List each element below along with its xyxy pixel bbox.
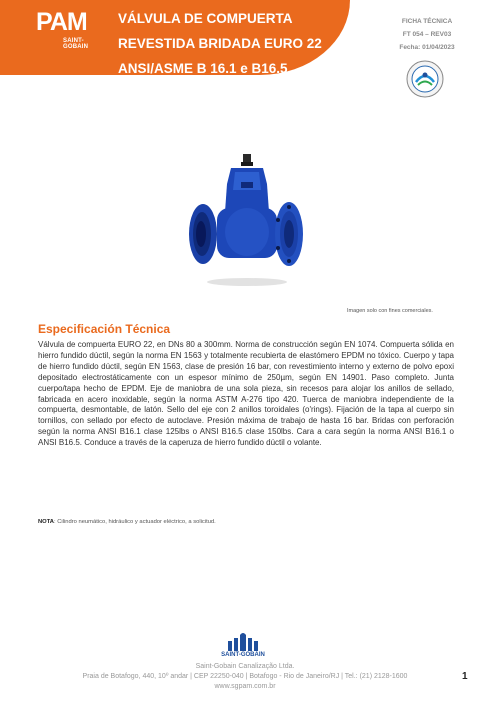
footer-address: Praia de Botafogo, 440, 10º andar | CEP 22250-040 | Botafogo - Rio de Janeiro/RJ | Tel.: (21) 2128-1600	[82, 673, 408, 680]
document-title	[118, 6, 353, 106]
note	[38, 519, 216, 525]
certification-seal-icon	[406, 60, 444, 98]
sheet-code: FT 054 – REV03	[402, 31, 452, 38]
sheet-date: Fecha: 01/04/2023	[399, 44, 455, 51]
title-line: DN 80 a 300	[118, 86, 194, 101]
pam-logo	[36, 10, 106, 48]
footer-brand: SAINT-GOBAIN	[221, 652, 265, 658]
note-text: : Cilindro neumático, hidráulico y actuador eléctrico, a solicitud.	[54, 519, 216, 525]
page-number: 1	[462, 671, 468, 682]
sheet-label: FICHA TÉCNICA	[401, 18, 453, 25]
saint-gobain-arch-icon	[213, 632, 273, 652]
footer-logo	[213, 632, 273, 660]
title-line: VÁLVULA DE COMPUERTA	[118, 11, 293, 26]
gate-valve-image	[185, 150, 305, 290]
sheet-meta	[382, 15, 472, 54]
specification-heading: Especificación Técnica	[38, 322, 171, 336]
footer-website: www.sgpam.com.br	[214, 683, 276, 690]
specification-body: Válvula de compuerta EURO 22, en DNs 80 a 300mm. Norma de construcción según EN 1074. Compuerta sólida en hierro fundido dúctil, según la norma EN 1563 y totalmente recubierta de elastómero EPDM no tóxico. Cuerpo y tapa de hierro fundido dúctil, según EN 1563, clase de presión 16 bar, con revestimiento interno y externo de polvo epoxi depositado electrostáticamente con un espesor mínimo de 250µm, según EN 14901. Paso completo. Junta cuerpo/tapa hecho de EPDM. Eje de maniobra de una sola pieza, sin recesos para alojar los anillos de sellado, fabricada en acero inoxidable, según la norma ASTM A-276 tipo 420. Tuerca de maniobra independiente de la compuerta, desmontable, de latón. Sello del eje con 2 anillos toroidales (o'rings). Fijación de la tapa al cuerpo sin tornillos, con sellado por efecto de autoclave. Presión máxima de trabajo de hasta 16 bar. Bridas con perforación según la norma ANSI B16.1 clase 125lbs o ANSI B16.5 clase 150lbs. Cara a cara según la norma ANSI B16.1 o ANSI B16.5. Conduce a través de la caperuza de hierro fundido dúctil o volante.	[38, 340, 454, 448]
logo-subtext: SAINT-GOBAIN	[63, 38, 89, 50]
footer-company: Saint-Gobain Canalização Ltda.	[195, 663, 295, 670]
title-line: ANSI/ASME B 16.1 e B16.5	[118, 61, 288, 76]
note-label: NOTA	[38, 519, 54, 525]
logo-text: PAM	[36, 8, 87, 36]
image-disclaimer: Imagen solo con fines comerciales.	[347, 308, 433, 314]
title-line: REVESTIDA BRIDADA EURO 22	[118, 36, 322, 51]
